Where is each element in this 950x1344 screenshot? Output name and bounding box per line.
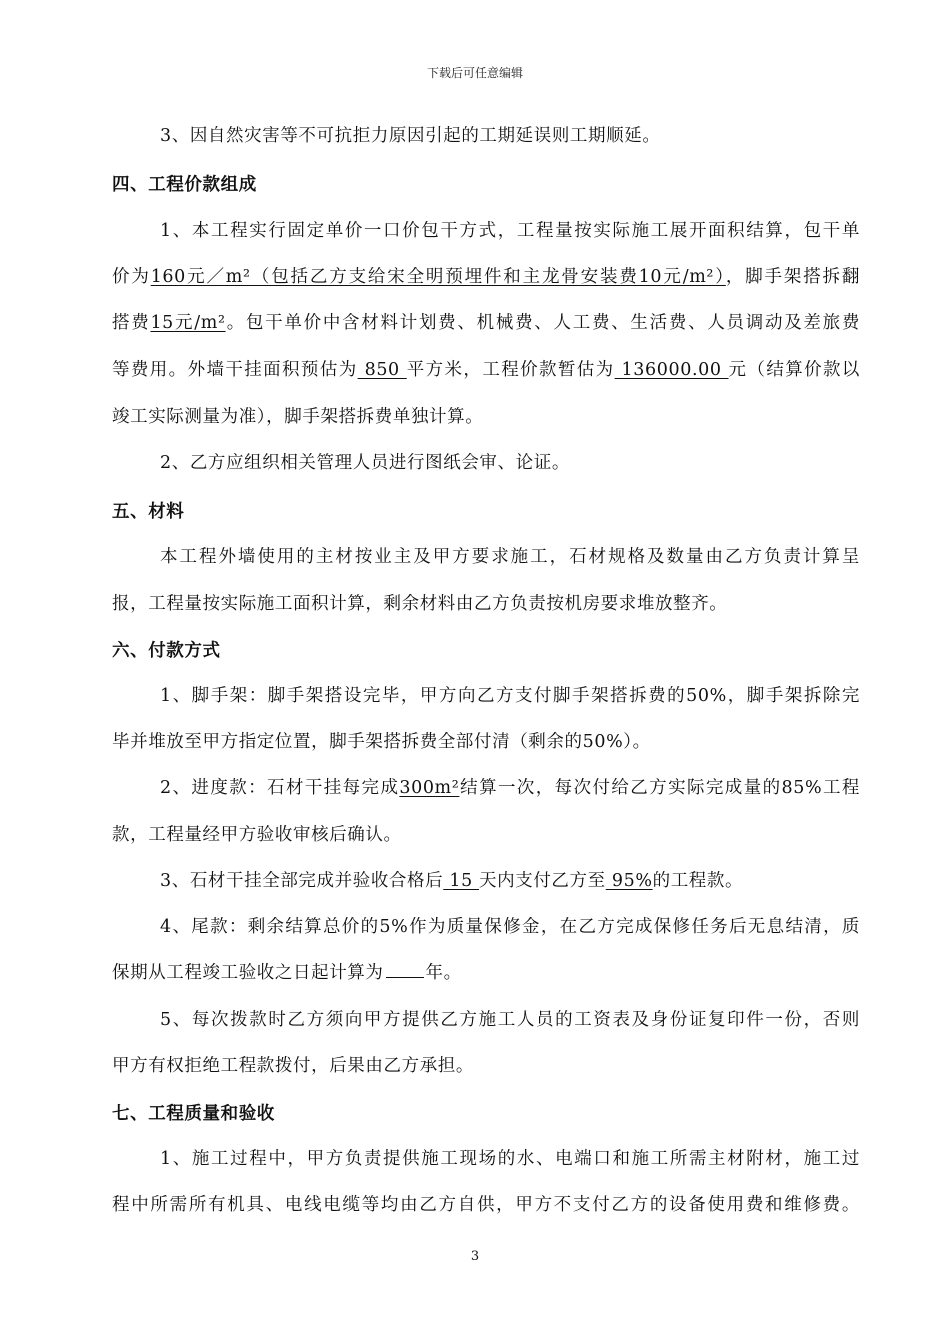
text: 结算一次，每次付给乙方实际完成量的85%工程 <box>459 778 860 798</box>
section-4-heading: 四、工程价款组成 <box>112 175 257 195</box>
clause-3-delay: 3、因自然灾害等不可抗拒力原因引起的工期延误则工期顺延。 <box>160 126 661 146</box>
clause-6-4-line1: 4、尾款：剩余结算总价的5%作为质量保修金，在乙方完成保修任务后无息结清，质 <box>160 917 860 937</box>
percent-value: 95% <box>605 871 653 891</box>
section-5-heading: 五、材料 <box>112 502 185 522</box>
days-value: 15 <box>443 871 480 891</box>
text: 3、石材干挂全部完成并验收合格后 <box>160 871 444 891</box>
text: ，脚手架搭拆翻 <box>725 267 861 287</box>
clause-6-5-line1: 5、每次拨款时乙方须向甲方提供乙方施工人员的工资表及身份证复印件一份，否则 <box>160 1010 860 1030</box>
text: 。包干单价中含材料计划费、机械费、人工费、生活费、人员调动及差旅费 <box>225 313 860 333</box>
text: 的工程款。 <box>652 871 744 891</box>
clause-7-1-line2: 程中所需所有机具、电线电缆等均由乙方自供，甲方不支付乙方的设备使用费和维修费。 <box>112 1195 860 1215</box>
text: 等费用。外墙干挂面积预估为 <box>112 360 358 380</box>
text: 2、进度款：石材干挂每完成 <box>160 778 400 798</box>
price-estimate: 136000.00 <box>614 360 729 380</box>
progress-area: 300m² <box>399 778 460 798</box>
clause-6-2-line1 <box>160 774 860 799</box>
section-5-line2: 报，工程量按实际施工面积计算，剩余材料由乙方负责按机房要求堆放整齐。 <box>112 594 728 614</box>
clause-4-1-line1: 1、本工程实行固定单价一口价包干方式，工程量按实际施工展开面积结算，包干单 <box>160 221 860 241</box>
clause-4-1-line5: 竣工实际测量为准），脚手架搭拆费单独计算。 <box>112 407 484 427</box>
scaffold-fee: 15元/m² <box>150 313 226 333</box>
clause-6-1-line2: 毕并堆放至甲方指定位置，脚手架搭拆费全部付清（剩余的50%）。 <box>112 732 651 752</box>
page-header: 下载后可任意编辑 <box>426 66 523 80</box>
text: 元（结算价款以 <box>728 360 860 380</box>
text: 搭费 <box>112 313 151 333</box>
area-estimate: 850 <box>357 360 407 380</box>
clause-6-5-line2: 甲方有权拒绝工程款拨付，后果由乙方承担。 <box>112 1056 474 1076</box>
clause-4-1-line4 <box>112 356 860 381</box>
section-6-heading: 六、付款方式 <box>112 641 221 661</box>
text: 保期从工程竣工验收之日起计算为 <box>112 963 384 983</box>
clause-6-4-line2 <box>112 959 860 984</box>
clause-6-2-line2: 款，工程量经甲方验收审核后确认。 <box>112 825 402 845</box>
unit-price: 160元／m²（包括乙方支给宋全明预埋件和主龙骨安装费10元/m²） <box>150 267 726 287</box>
text: 价为 <box>112 267 151 287</box>
text: 年。 <box>425 963 462 983</box>
clause-4-1-line3 <box>112 309 860 334</box>
text: 平方米，工程价款暂估为 <box>406 360 615 380</box>
section-7-heading: 七、工程质量和验收 <box>112 1104 275 1124</box>
clause-7-1-line1: 1、施工过程中，甲方负责提供施工现场的水、电端口和施工所需主材附材，施工过 <box>160 1149 860 1169</box>
blank-field <box>386 961 424 978</box>
clause-6-3 <box>160 867 860 892</box>
clause-6-1-line1: 1、脚手架：脚手架搭设完毕，甲方向乙方支付脚手架搭拆费的50%，脚手架拆除完 <box>160 686 860 706</box>
clause-4-1-line2 <box>112 263 860 288</box>
page-number: 3 <box>470 1249 480 1264</box>
section-5-line1: 本工程外墙使用的主材按业主及甲方要求施工，石材规格及数量由乙方负责计算呈 <box>160 547 860 567</box>
text: 天内支付乙方至 <box>479 871 606 891</box>
clause-4-2: 2、乙方应组织相关管理人员进行图纸会审、论证。 <box>160 453 570 473</box>
